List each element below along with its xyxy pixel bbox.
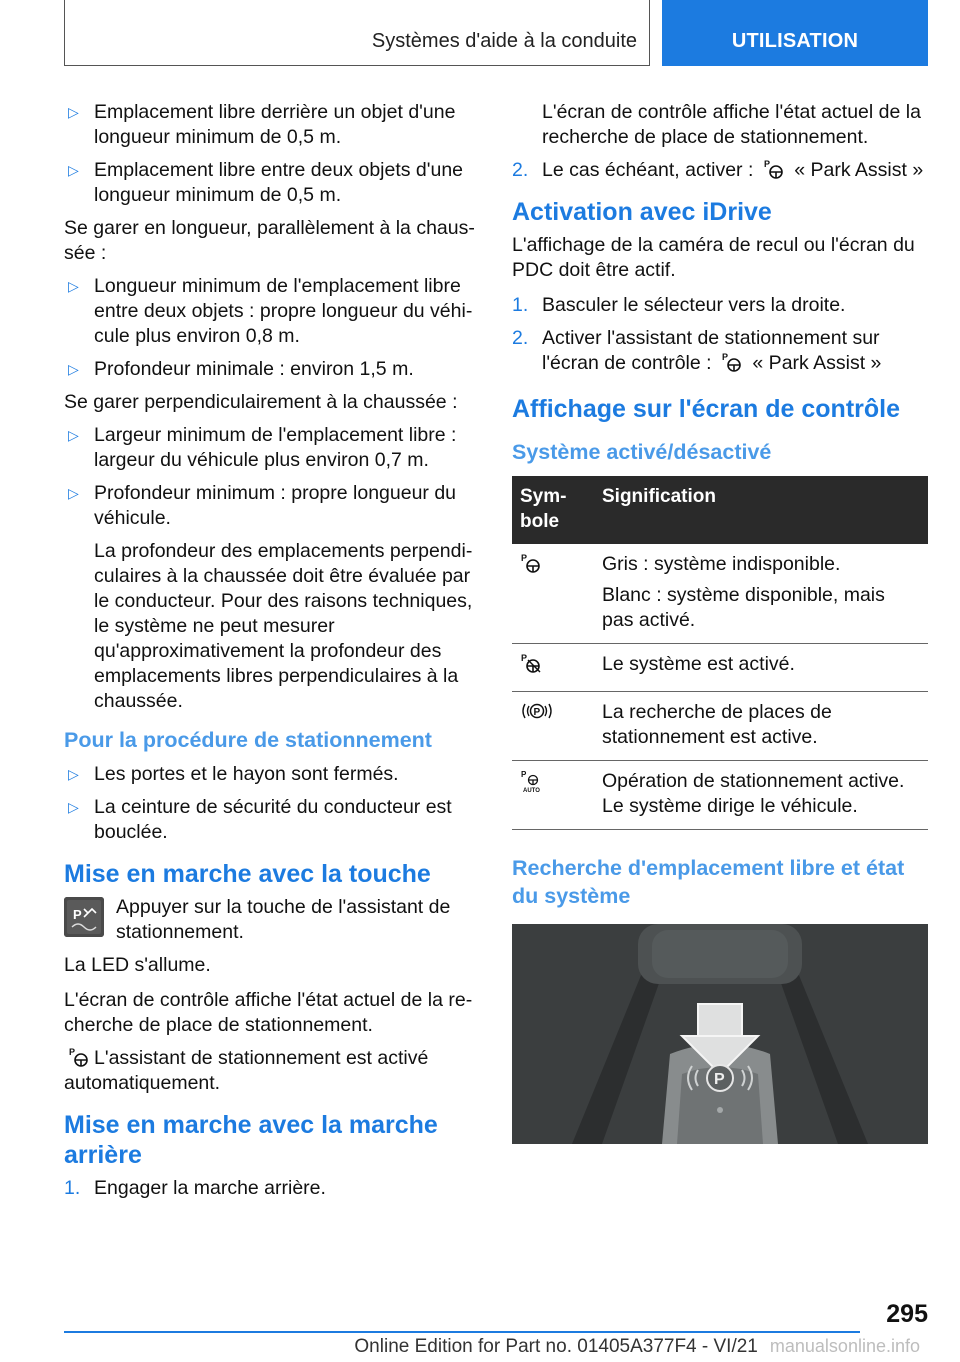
svg-text:P: P (714, 1071, 725, 1088)
parking-search-icon (520, 700, 554, 722)
park-assist-icon (68, 1046, 90, 1068)
table-row: P Le système est activé. (512, 644, 928, 692)
table-row: P Gris : système indisponible. Blanc : système disponible, mais pas activé. (512, 544, 928, 644)
page-footer (64, 1334, 928, 1359)
svg-text:AUTO: AUTO (523, 788, 540, 793)
list-item: 1. Engager la marche arrière. (64, 1177, 326, 1199)
table-row: P AUTO Opération de stationnement active. Le système dirige le véhicule. (512, 761, 928, 830)
svg-text:P: P (722, 352, 729, 362)
list-item: ▷ Profondeur minimale : environ 1,5 m. (68, 358, 414, 380)
paragraph: Se garer en longueur, parallèlement à la chaussée : (64, 217, 475, 264)
paragraph: Se garer perpendiculairement à la chaussée : (64, 391, 458, 413)
page-number: 295 (886, 1300, 928, 1328)
parking-display-graphic (512, 924, 928, 1144)
list-item: 2. Le cas échéant, activer : P « Park Assist » (512, 159, 924, 181)
table-header-row (512, 476, 928, 544)
list-item: 2. Activer l'assistant de stationnement sur l'écran de contrôle : P « Park Assist » (512, 327, 882, 374)
park-assist-active-icon (520, 652, 542, 674)
table-row: P La recherche de places de stationnement est active. (512, 692, 928, 761)
svg-text:P: P (521, 553, 528, 563)
subheading-system: Système activé/désactivé (512, 440, 772, 464)
heading-button: Mise en marche avec la touche (64, 860, 431, 888)
subheading-procedure: Pour la procédure de stationnement (64, 728, 432, 752)
paragraph: P L'assistant de stationnement est activé automatiquement. (64, 1047, 429, 1094)
svg-text:P: P (69, 1047, 76, 1057)
park-assist-gray-icon (520, 552, 542, 574)
list-item: ▷ Largeur minimum de l'emplacement libre : largeur du véhicule plus environ 0,7 m. (68, 424, 457, 471)
brand-watermark: manualsonline.info (769, 1336, 920, 1356)
right-column (512, 100, 928, 1144)
left-column (64, 100, 476, 1209)
park-assist-icon (721, 351, 743, 373)
triangle-bullet-icon: ▷ (68, 361, 79, 377)
chapter-title: UTILISATION (731, 30, 859, 52)
svg-text:P: P (521, 653, 528, 663)
list-item: ▷ La ceinture de sécurité du conducteur est bouclée. (68, 796, 452, 843)
footer-divider (64, 1331, 860, 1333)
park-assist-auto-icon (520, 769, 546, 793)
section-tab (64, 0, 650, 66)
edition-text: Online Edition for Part no. 01405A377F4 - VI/21 (354, 1336, 758, 1357)
paragraph: La LED s'allume. (64, 954, 211, 976)
list-item: ▷ Emplacement libre derrière un objet d'une longueur minimum de 0,5 m. (68, 101, 456, 148)
paragraph: L'écran de contrôle affiche l'état actuel de la recherche de place de stationnement. (542, 101, 921, 148)
subheading-search: Recherche d'emplacement libre et état du système (512, 856, 905, 908)
park-assist-icon (763, 158, 785, 180)
svg-text:P: P (521, 770, 527, 779)
list-item: ▷ Emplacement libre entre deux objets d'une longueur minimum de 0,5 m. (68, 159, 464, 206)
triangle-bullet-icon: ▷ (68, 427, 79, 443)
heading-reverse: Mise en marche avec la marche arrière (64, 1111, 438, 1169)
list-item: ▷ Les portes et le hayon sont fermés. (68, 763, 399, 785)
triangle-bullet-icon: ▷ (68, 766, 79, 782)
park-assist-button-icon (64, 897, 104, 937)
list-item: ▷ Profondeur minimum : propre longueur du véhicule. (68, 482, 457, 529)
list-item: ▷ Longueur minimum de l'emplacement libre entre deux objets : propre longueur du véhicule plus environ 0,8 m. (68, 275, 473, 347)
triangle-bullet-icon: ▷ (68, 278, 79, 294)
button-instruction: P Appuyer sur la touche de l'assistant de stationnement. (64, 895, 476, 945)
note-paragraph: La profondeur des emplacements perpendiculaires à la chaussée doit être évaluée par le conducteur. Pour des raisons techniques, le système ne peut mesurer qu'approximativement la profondeur des emplacements libres perpendiculaires à la chaussée. (94, 540, 473, 712)
list-item: 1. Basculer le sélecteur vers la droite. (512, 294, 846, 316)
heading-idrive: Activation avec iDrive (512, 198, 772, 226)
paragraph: L'écran de contrôle affiche l'état actuel de la recherche de place de stationnement. (64, 989, 473, 1036)
triangle-bullet-icon: ▷ (68, 162, 79, 178)
svg-text:P: P (763, 159, 770, 169)
heading-display: Affichage sur l'écran de contrôle (512, 395, 900, 423)
col-header-meaning: Signification (594, 476, 928, 544)
triangle-bullet-icon: ▷ (68, 799, 79, 815)
symbol-table (512, 476, 928, 830)
svg-text:P: P (533, 707, 541, 718)
svg-text:P: P (73, 907, 82, 922)
triangle-bullet-icon: ▷ (68, 104, 79, 120)
paragraph: L'affichage de la caméra de recul ou l'écran du PDC doit être actif. (512, 234, 915, 281)
page-header (64, 0, 928, 66)
section-title: Systèmes d'aide à la conduite (371, 30, 637, 52)
parking-display-illustration (512, 924, 928, 1144)
chapter-tab (662, 0, 928, 66)
col-header-symbol: Symbole (512, 476, 594, 544)
triangle-bullet-icon: ▷ (68, 485, 79, 501)
